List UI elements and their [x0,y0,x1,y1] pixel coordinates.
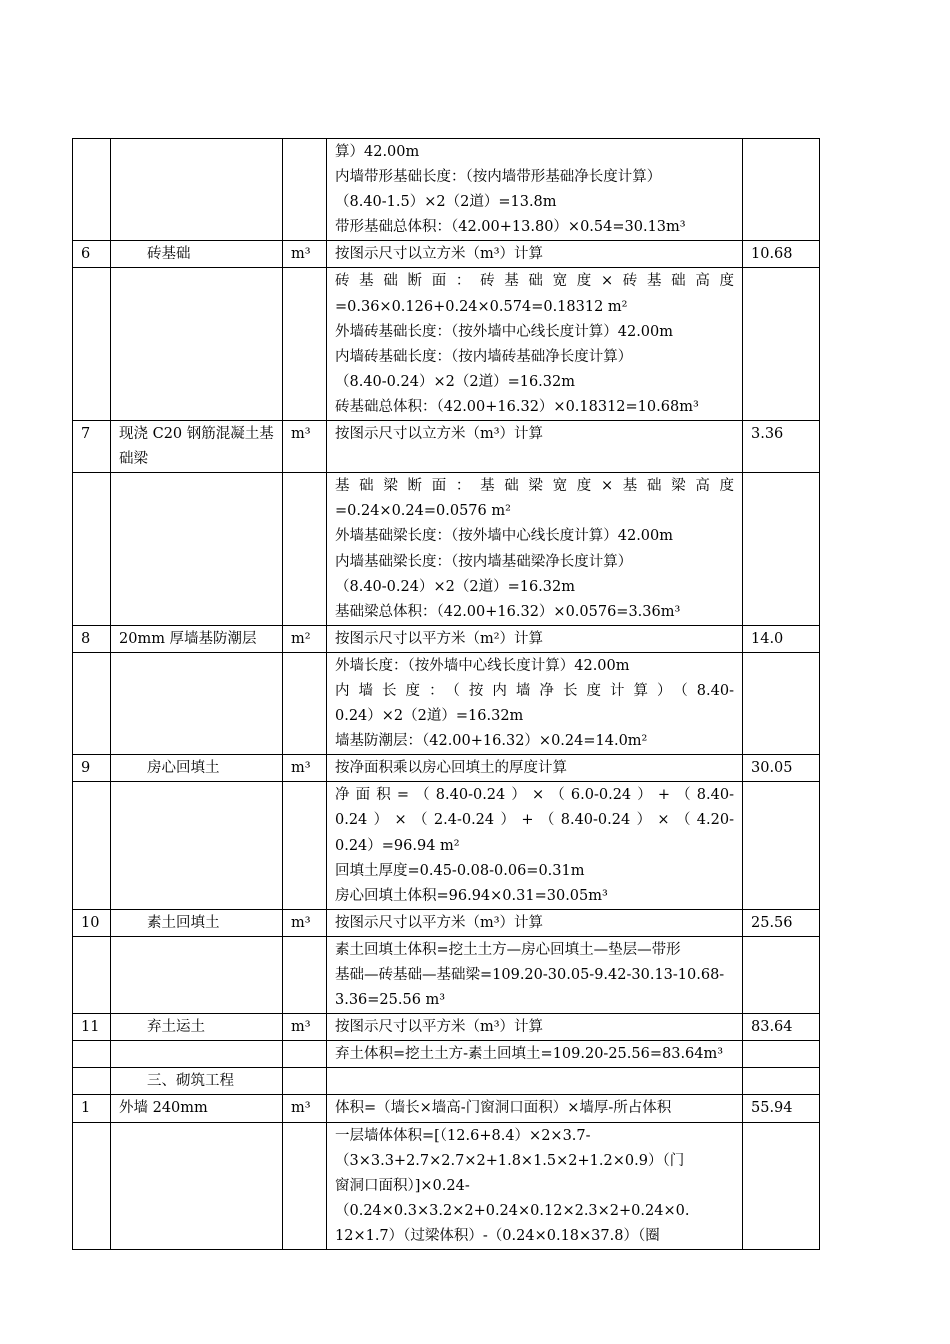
item-number-cell [73,782,111,909]
calculation-cell [327,139,743,241]
item-name-cell [111,139,283,241]
calculation-rule-cell: 体积=（墙长×墙高-门窗洞口面积）×墙厚-所占体积 [327,1095,743,1122]
item-name-cell [111,1122,283,1249]
calculation-line: 0.24）×（2.4-0.24）+（8.40-0.24）×（4.20- [335,812,734,829]
item-name-cell: 现浇 C20 钢筋混凝土基础梁 [111,421,283,473]
item-row [73,625,820,652]
item-row [73,1095,820,1122]
item-number-cell [73,473,111,626]
calculation-cell [327,473,743,626]
quantity-cell [743,268,820,421]
item-name-cell: 房心回填土 [111,755,283,782]
calculation-line: 回填土厚度=0.45-0.08-0.06=0.31m [335,862,585,879]
unit-cell [283,1122,327,1249]
calculation-cell [327,268,743,421]
quantity-cell: 30.05 [743,755,820,782]
item-name-cell [111,782,283,909]
item-name-cell: 外墙 240mm [111,1095,283,1122]
item-number-cell: 7 [73,421,111,473]
calculation-line: 窗洞口面积）]×0.24- [335,1177,470,1194]
unit-cell: m³ [283,1095,327,1122]
calc-row [73,782,820,909]
unit-cell: m³ [283,755,327,782]
calc-row [73,139,820,241]
item-name-cell [111,473,283,626]
calculation-line: 内墙基础梁长度：（按内墙基础梁净长度计算） [335,553,633,570]
calculation-line: （8.40-0.24）×2（2道）=16.32m [335,578,575,595]
calculation-rule-cell: 按图示尺寸以立方米（m³）计算 [327,421,743,473]
calculation-line: 基础梁总体积：（42.00+16.32）×0.0576=3.36m³ [335,603,681,620]
calculation-rule-cell: 按图示尺寸以平方米（m²）计算 [327,625,743,652]
item-number-cell [73,936,111,1013]
calc-row [73,936,820,1013]
quantity-cell: 10.68 [743,241,820,268]
quantity-cell [743,652,820,754]
item-name-cell: 素土回填土 [111,909,283,936]
calculation-line: 外墙长度：（按外墙中心线长度计算）42.00m [335,657,630,674]
calculation-line: 12×1.7）（过梁体积）-（0.24×0.18×37.8）（圈 [335,1227,660,1244]
item-name-cell: 砖基础 [111,241,283,268]
calculation-line: 外墙基础梁长度：（按外墙中心线长度计算）42.00m [335,528,674,545]
calculation-line: 0.24）=96.94 m² [335,837,460,854]
item-name-cell: 20mm 厚墙基防潮层 [111,625,283,652]
calculation-line: 内墙带形基础长度：（按内墙带形基础净长度计算） [335,169,662,186]
quantity-cell: 55.94 [743,1095,820,1122]
calculation-line: 0.24）×2（2道）=16.32m [335,708,524,725]
item-row [73,421,820,473]
calculation-line: 净面积=（8.40-0.24）×（6.0-0.24）+（8.40- [335,787,734,804]
unit-cell [283,473,327,626]
calc-row [73,1122,820,1249]
calc-row [73,473,820,626]
unit-cell [283,1041,327,1068]
calculation-rule-cell: 按图示尺寸以平方米（m³）计算 [327,909,743,936]
calculation-line: 基础梁断面：基础梁宽度×基础梁高度 [335,478,734,495]
item-name-cell: 弃土运土 [111,1014,283,1041]
calc-row [73,268,820,421]
calc-row [73,652,820,754]
calculation-line: 基础—砖基础—基础梁=109.20-30.05-9.42-30.13-10.68- [335,967,725,983]
calculation-line: 内墙砖基础长度：（按内墙砖基础净长度计算） [335,348,633,365]
calculation-rule-cell: 按图示尺寸以平方米（m³）计算 [327,1014,743,1041]
item-row [73,1068,820,1095]
item-number-cell [73,652,111,754]
item-name-cell [111,1041,283,1068]
quantity-cell [743,782,820,909]
item-number-cell: 10 [73,909,111,936]
item-number-cell: 8 [73,625,111,652]
item-number-cell: 6 [73,241,111,268]
calculation-cell [327,1041,743,1068]
quantity-cell [743,473,820,626]
quantity-cell [743,1041,820,1068]
item-row [73,241,820,268]
calculation-rule-cell: 按图示尺寸以立方米（m³）计算 [327,241,743,268]
item-name-cell [111,936,283,1013]
item-row [73,1014,820,1041]
unit-cell [283,782,327,909]
calculation-line: （8.40-0.24）×2（2道）=16.32m [335,373,575,390]
unit-cell: m³ [283,421,327,473]
unit-cell [283,268,327,421]
unit-cell [283,936,327,1013]
item-name-cell [111,268,283,421]
calculation-line: 内墙长度：（按内墙净长度计算）（8.40- [335,682,734,699]
calculation-line: 3.36=25.56 m³ [335,992,446,1009]
unit-cell: m³ [283,1014,327,1041]
unit-cell [283,139,327,241]
unit-cell: m² [283,625,327,652]
calculation-line: 外墙砖基础长度：（按外墙中心线长度计算）42.00m [335,323,674,340]
quantity-cell [743,1122,820,1249]
item-number-cell [73,1068,111,1095]
item-number-cell [73,268,111,421]
calculation-cell [327,782,743,909]
item-number-cell [73,1122,111,1249]
calculation-line: 砖基础断面：砖基础宽度×砖基础高度 [335,273,734,290]
quantity-cell: 14.0 [743,625,820,652]
unit-cell [283,1068,327,1095]
calculation-line: 素土回填土体积=挖土土方—房心回填土—垫层—带形 [335,941,681,958]
calculation-line: =0.36×0.126+0.24×0.574=0.18312 m² [335,298,628,315]
quantity-cell [743,139,820,241]
calculation-line: 带形基础总体积：（42.00+13.80）×0.54=30.13m³ [335,219,686,236]
item-number-cell: 9 [73,755,111,782]
calculation-line: 砖基础总体积：（42.00+16.32）×0.18312=10.68m³ [335,398,699,415]
calc-row [73,1041,820,1068]
quantity-cell: 83.64 [743,1014,820,1041]
calculation-rule-cell: 按净面积乘以房心回填土的厚度计算 [327,755,743,782]
calculation-line: （3×3.3+2.7×2.7×2+1.8×1.5×2+1.2×0.9）（门 [335,1152,685,1169]
unit-cell: m³ [283,909,327,936]
unit-cell [283,652,327,754]
calculation-line: 墙基防潮层：（42.00+16.32）×0.24=14.0m² [335,733,648,750]
calculation-line: （8.40-1.5）×2（2道）=13.8m [335,194,557,211]
quantity-cell [743,1068,820,1095]
calculation-line: 弃土体积=挖土土方-素土回填土=109.20-25.56=83.64m³ [335,1046,724,1063]
quantity-cell: 3.36 [743,421,820,473]
calculation-line: 算）42.00m [335,144,420,160]
calculation-line: 一层墙体体积=[（12.6+8.4）×2×3.7- [335,1127,591,1144]
item-row [73,909,820,936]
calculation-line: （0.24×0.3×3.2×2+0.24×0.12×2.3×2+0.24×0. [335,1202,690,1219]
quantity-calculation-table [72,138,820,1250]
calculation-rule-cell [327,1068,743,1095]
calculation-line: 房心回填土体积=96.94×0.31=30.05m³ [335,887,608,904]
item-row [73,755,820,782]
item-number-cell: 11 [73,1014,111,1041]
calculation-line: =0.24×0.24=0.0576 m² [335,503,511,520]
calculation-cell [327,936,743,1013]
item-number-cell: 1 [73,1095,111,1122]
item-number-cell [73,139,111,241]
item-name-cell: 三、砌筑工程 [111,1068,283,1095]
item-number-cell [73,1041,111,1068]
unit-cell: m³ [283,241,327,268]
calculation-cell [327,1122,743,1249]
item-name-cell [111,652,283,754]
quantity-cell: 25.56 [743,909,820,936]
quantity-cell [743,936,820,1013]
calculation-cell [327,652,743,754]
